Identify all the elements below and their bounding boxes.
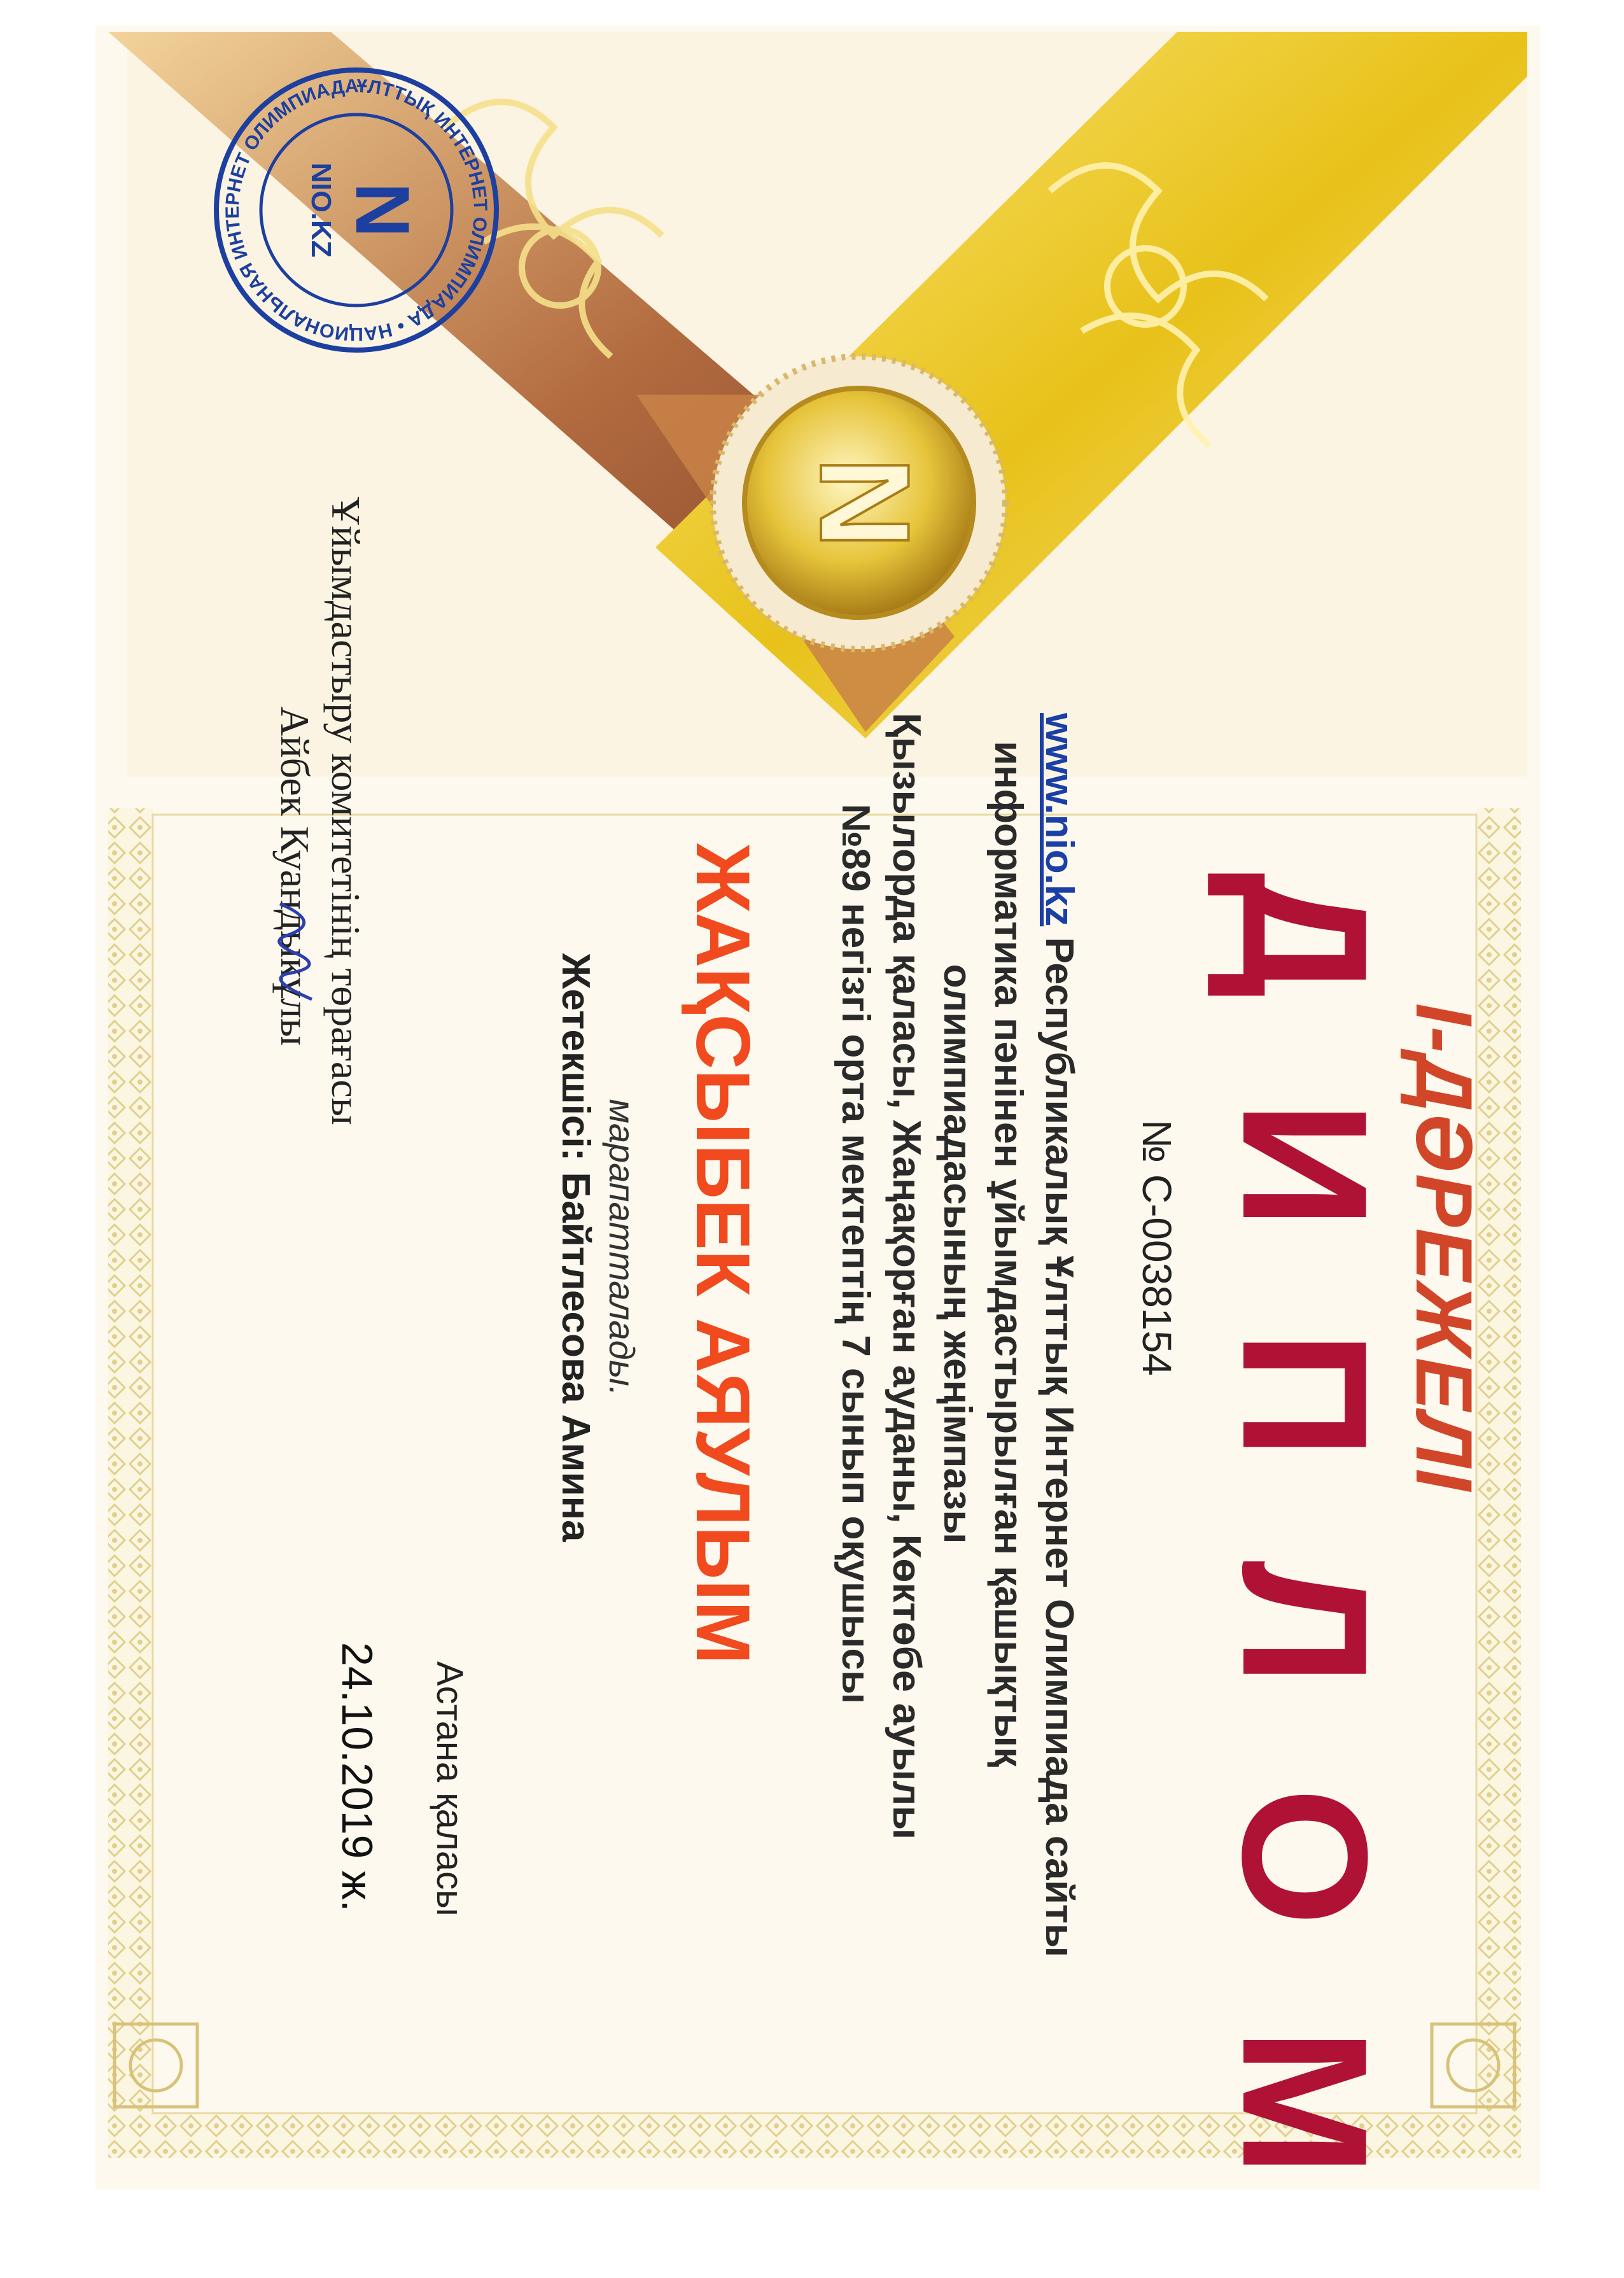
stamp-icon bbox=[210, 64, 503, 356]
city-label: Астана қаласы bbox=[429, 1661, 470, 1916]
description-text: Республикалық Ұлттық Интернет Олимпиада сайты bbox=[1037, 937, 1081, 1958]
certificate-title: ДИПЛОМ bbox=[1205, 872, 1404, 2278]
chair-name: Айбек Куандыкұлы bbox=[272, 707, 318, 1046]
description-line bbox=[1037, 713, 1082, 1958]
svg-text:N: N bbox=[794, 456, 935, 549]
winner-name: ЖАҚСЫБЕК АЯУЛЫМ bbox=[680, 843, 766, 1664]
description-line: Қызылорда қаласы, Жаңақорған ауданы, Көктөбе ауылы bbox=[885, 713, 928, 1839]
stamp-logo: NIO.KZ bbox=[305, 162, 337, 258]
svg-text:N: N bbox=[340, 182, 425, 238]
certificate-number: № C-0038154 bbox=[1134, 1119, 1180, 1376]
certificate-body bbox=[64, 38, 1565, 2278]
stamp-text: ҰЛТТЫҚ ИНТЕРНЕТ ОЛИМПИАДА • НАЦИОНАЛЬНАЯ ИНТЕРНЕТ ОЛИМПИАДА bbox=[221, 75, 491, 345]
degree-label: І-ДӘРЕЖЕЛІ bbox=[1399, 1002, 1488, 1493]
description-line: №89 негізгі орта мектептің 7 сынып оқушысы bbox=[834, 804, 878, 1704]
issue-date: 24.10.2019 ж. bbox=[333, 1642, 381, 1912]
awarded-label: марапатталады. bbox=[602, 1099, 642, 1396]
description-line: информатика пәнінен ұйымдастырылған қашықтық bbox=[986, 741, 1030, 1767]
website-link[interactable]: www.nio.kz bbox=[1037, 713, 1081, 927]
signature-icon bbox=[261, 897, 331, 1006]
chair-title: Ұйымдастыру комитетінің төрағасы bbox=[323, 496, 368, 1125]
supervisor-line: Жетекшісі: Байтлесова Амина bbox=[554, 953, 598, 1542]
description-line: олимпиадасының жеңімпазы bbox=[935, 964, 979, 1544]
